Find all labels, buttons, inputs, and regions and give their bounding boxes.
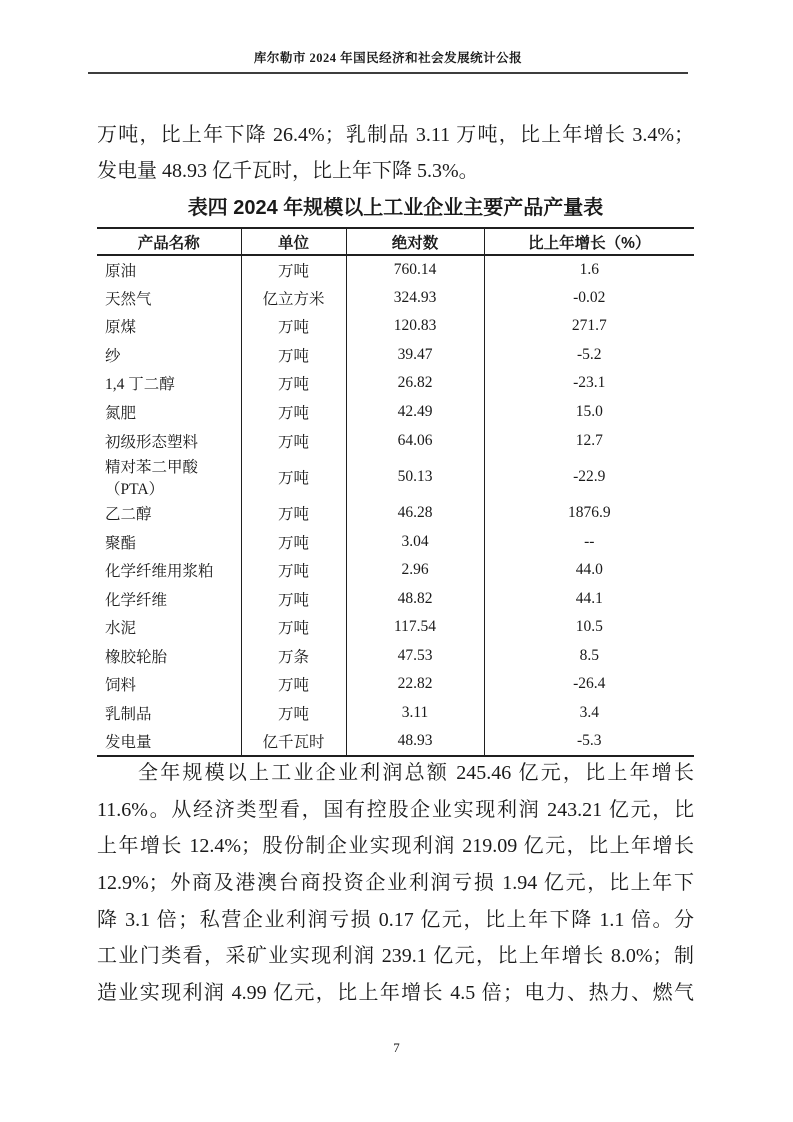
unit-cell: 万吨 <box>241 699 346 728</box>
growth-cell: -- <box>484 527 694 556</box>
value-cell: 48.82 <box>346 584 484 613</box>
paragraph-line: 造业实现利润 4.99 亿元，比上年增长 4.5 倍；电力、热力、燃气 <box>97 982 694 1005</box>
column-header: 单位 <box>241 228 346 255</box>
paragraph-line: 12.9%；外商及港澳台商投资企业利润亏损 1.94 亿元，比上年下 <box>97 872 694 895</box>
products-table <box>97 227 694 757</box>
unit-cell: 万条 <box>241 642 346 671</box>
growth-cell: 12.7 <box>484 426 694 455</box>
table-title: 表四 2024 年规模以上工业企业主要产品产量表 <box>187 197 604 219</box>
table-row <box>97 670 694 699</box>
table-row <box>97 727 694 756</box>
growth-cell: -23.1 <box>484 369 694 398</box>
running-head-title: 库尔勒市 2024 年国民经济和社会发展统计公报 <box>253 51 523 65</box>
unit-cell: 万吨 <box>241 584 346 613</box>
unit-cell: 万吨 <box>241 613 346 642</box>
value-cell: 2.96 <box>346 556 484 585</box>
table-header-row <box>97 228 694 255</box>
value-cell: 3.04 <box>346 527 484 556</box>
growth-cell: 44.1 <box>484 584 694 613</box>
unit-cell: 万吨 <box>241 398 346 427</box>
running-head <box>88 50 688 74</box>
unit-cell: 万吨 <box>241 455 346 499</box>
paragraph-line: 降 3.1 倍；私营企业利润亏损 0.17 亿元，比上年下降 1.1 倍。分 <box>97 908 694 931</box>
table-row <box>97 455 694 499</box>
product-name-cell: 发电量 <box>105 733 152 751</box>
product-name-cell: 化学纤维用浆粕 <box>105 563 214 581</box>
paragraph-line: 上年增长 12.4%；股份制企业实现利润 219.09 亿元，比上年增长 <box>97 835 694 858</box>
unit-cell: 亿千瓦时 <box>241 727 346 756</box>
paragraph-line: 11.6%。从经济类型看，国有控股企业实现利润 243.21 亿元，比 <box>97 798 694 821</box>
product-name-cell: 初级形态塑料 <box>105 433 199 451</box>
product-name-cell: 乙二醇 <box>105 506 152 524</box>
table-row <box>97 284 694 313</box>
product-name-cell: 纱 <box>105 347 121 365</box>
product-name-cell: 橡胶轮胎 <box>105 648 168 666</box>
value-cell: 42.49 <box>346 398 484 427</box>
growth-cell: -26.4 <box>484 670 694 699</box>
product-name-cell: 水泥 <box>105 620 137 638</box>
page-footer <box>0 1038 793 1058</box>
table-row <box>97 499 694 528</box>
growth-cell: 44.0 <box>484 556 694 585</box>
table-row <box>97 527 694 556</box>
table-row <box>97 369 694 398</box>
paragraph-line: 万吨，比上年下降 26.4%；乳制品 3.11 万吨，比上年增长 3.4%； <box>97 124 694 146</box>
value-cell: 39.47 <box>346 341 484 370</box>
value-cell: 47.53 <box>346 642 484 671</box>
product-name-cell: 乳制品 <box>105 705 152 723</box>
growth-cell: 1876.9 <box>484 499 694 528</box>
unit-cell: 万吨 <box>241 556 346 585</box>
table-row <box>97 584 694 613</box>
table-row <box>97 556 694 585</box>
value-cell: 48.93 <box>346 727 484 756</box>
unit-cell: 万吨 <box>241 527 346 556</box>
paragraph-line: 全年规模以上工业企业利润总额 245.46 亿元，比上年增长 <box>138 762 694 784</box>
product-name-cell: 化学纤维 <box>105 591 168 609</box>
growth-cell: 10.5 <box>484 613 694 642</box>
product-name-cell: 原煤 <box>105 319 137 337</box>
unit-cell: 万吨 <box>241 670 346 699</box>
value-cell: 3.11 <box>346 699 484 728</box>
table-row <box>97 699 694 728</box>
unit-cell: 万吨 <box>241 369 346 398</box>
paragraph-bottom <box>97 755 694 1012</box>
growth-cell: -22.9 <box>484 455 694 499</box>
value-cell: 324.93 <box>346 284 484 313</box>
unit-cell: 万吨 <box>241 341 346 370</box>
unit-cell: 万吨 <box>241 499 346 528</box>
column-header: 比上年增长（%） <box>484 228 694 255</box>
column-header: 产品名称 <box>97 228 241 255</box>
product-name-cell: 氮肥 <box>105 405 137 422</box>
value-cell: 46.28 <box>346 499 484 528</box>
paragraph-line: 工业门类看，采矿业实现利润 239.1 亿元，比上年增长 8.0%；制 <box>97 945 694 968</box>
value-cell: 120.83 <box>346 312 484 341</box>
growth-cell: 271.7 <box>484 312 694 341</box>
table-row <box>97 255 694 284</box>
unit-cell: 万吨 <box>241 426 346 455</box>
table-row <box>97 642 694 671</box>
growth-cell: -0.02 <box>484 284 694 313</box>
table-row <box>97 341 694 370</box>
growth-cell: 15.0 <box>484 398 694 427</box>
value-cell: 760.14 <box>346 255 484 284</box>
growth-cell: -5.3 <box>484 727 694 756</box>
value-cell: 50.13 <box>346 455 484 499</box>
product-name-cell: 原油 <box>105 262 137 280</box>
product-name-cell: 精对苯二甲酸（PTA） <box>105 458 199 498</box>
table-body <box>97 255 694 756</box>
product-name-cell: 1,4 丁二醇 <box>105 376 175 394</box>
column-header: 绝对数 <box>346 228 484 255</box>
unit-cell: 亿立方米 <box>241 284 346 313</box>
table-row <box>97 426 694 455</box>
value-cell: 117.54 <box>346 613 484 642</box>
value-cell: 26.82 <box>346 369 484 398</box>
value-cell: 64.06 <box>346 426 484 455</box>
growth-cell: -5.2 <box>484 341 694 370</box>
page-number: 7 <box>393 1040 400 1055</box>
product-name-cell: 饲料 <box>105 677 137 695</box>
product-name-cell: 聚酯 <box>105 534 137 552</box>
growth-cell: 8.5 <box>484 642 694 671</box>
value-cell: 22.82 <box>346 670 484 699</box>
growth-cell: 3.4 <box>484 699 694 728</box>
table-row <box>97 613 694 642</box>
unit-cell: 万吨 <box>241 312 346 341</box>
table-row <box>97 398 694 427</box>
growth-cell: 1.6 <box>484 255 694 284</box>
product-name-cell: 天然气 <box>105 290 152 308</box>
paragraph-line: 发电量 48.93 亿千瓦时，比上年下降 5.3%。 <box>97 160 479 182</box>
table-row <box>97 312 694 341</box>
unit-cell: 万吨 <box>241 255 346 284</box>
paragraph-top <box>97 117 694 189</box>
